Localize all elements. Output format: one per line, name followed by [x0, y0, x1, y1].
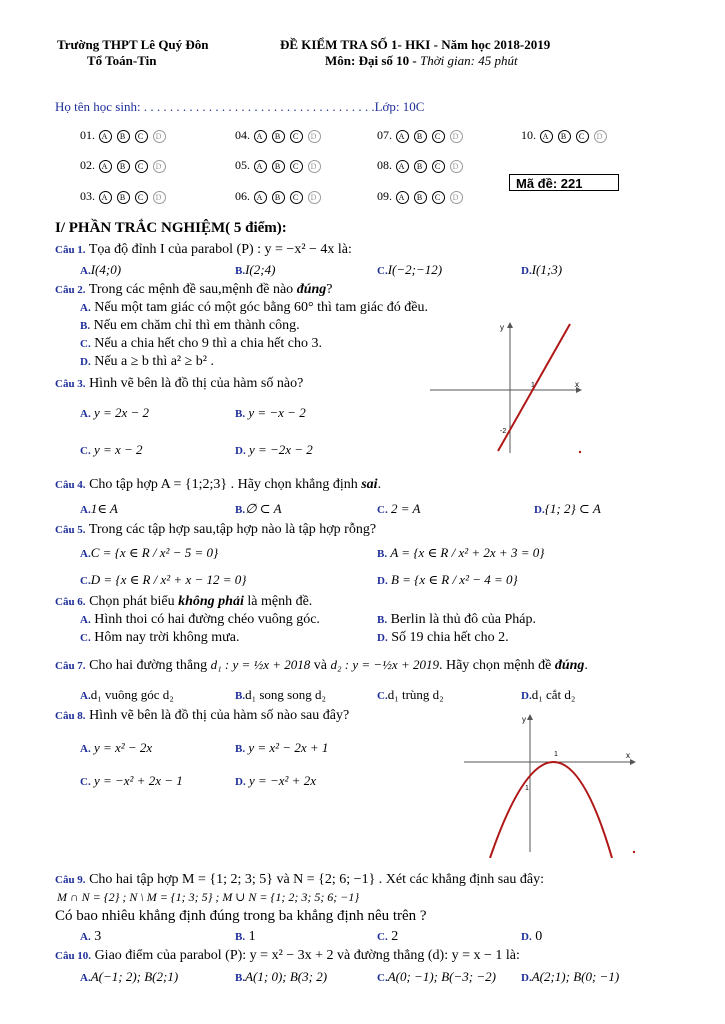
q6-option-d[interactable] [377, 630, 509, 646]
question-number: Câu 1. [55, 244, 86, 256]
option-label: A. [80, 614, 91, 626]
answer-number: 09. [377, 189, 392, 203]
option-text: y = x² − 2x + 1 [248, 740, 329, 755]
option-label: D. [521, 931, 532, 943]
answer-bubble-c[interactable]: C [432, 160, 445, 173]
q7-option-d[interactable] [521, 687, 575, 703]
question-text-end: . [584, 658, 588, 673]
q4-option-c[interactable] [377, 501, 420, 517]
answer-bubble-c[interactable]: C [135, 191, 148, 204]
option-text: I(1;3) [531, 262, 563, 277]
answer-bubble-c[interactable]: C [432, 191, 445, 204]
option-label: B. [377, 548, 388, 560]
answer-bubble-d[interactable]: D [450, 160, 463, 173]
q9-option-a[interactable] [80, 929, 101, 945]
option-text: y = −x² + 2x [248, 773, 316, 788]
line-d1: d₁ : y = ½x + 2018 [210, 657, 311, 672]
option-text: d₁ vuông góc d₂ [90, 687, 174, 702]
question-text-end: là mệnh đề. [243, 594, 313, 609]
q5-option-d[interactable] [377, 572, 518, 588]
answer-cell [521, 128, 612, 143]
option-label: C. [377, 972, 388, 984]
q7-option-b[interactable] [235, 687, 326, 703]
answer-number: 03. [80, 189, 95, 203]
question-text: Trong các mệnh đề sau,mệnh đề nào [88, 282, 297, 297]
exam-title: ĐỀ KIỂM TRA SỐ 1- HKI - Năm học 2018-2019 [280, 37, 551, 52]
subject: Môn: Đại số 10 - [325, 53, 417, 68]
q5-option-b[interactable] [377, 545, 544, 561]
question-7 [55, 657, 588, 674]
q10-option-a[interactable] [80, 969, 178, 985]
question-number: Câu 9. [55, 874, 86, 886]
option-label: C. [80, 575, 91, 587]
answer-cell [377, 189, 468, 204]
question-number: Câu 6. [55, 596, 86, 608]
question-text: Giao điểm của parabol (P): y = x² − 3x + 2 và đường thẳng (d): y = x − 1 là: [94, 948, 520, 963]
option-text: A(1; 0); B(3; 2) [245, 969, 328, 984]
option-text: B = {x ∈ R / x² − 4 = 0} [390, 572, 518, 587]
answer-number: 07. [377, 128, 392, 142]
q8-parabola-graph [462, 710, 642, 858]
option-text: y = −2x − 2 [248, 442, 313, 457]
option-label: D. [521, 972, 532, 984]
y-label: y [500, 323, 504, 332]
question-emphasis: đúng [296, 282, 327, 297]
option-label: D. [521, 690, 532, 702]
answer-bubble-a[interactable]: A [540, 130, 553, 143]
option-text: D = {x ∈ R / x² + x − 12 = 0} [90, 572, 247, 587]
answer-bubble-b[interactable]: B [272, 160, 285, 173]
answer-bubble-a[interactable]: A [254, 160, 267, 173]
option-text: Số 19 chia hết cho 2. [391, 630, 509, 645]
school-name: Trường THPT Lê Quý Đôn [57, 37, 209, 52]
answer-bubble-b[interactable]: B [414, 160, 427, 173]
parabola-curve [490, 762, 612, 858]
corner-dot [633, 851, 635, 853]
answer-number: 08. [377, 158, 392, 172]
q10-option-d[interactable] [521, 969, 619, 985]
question-number: Câu 3. [55, 378, 86, 390]
answer-bubble-c[interactable]: C [290, 160, 303, 173]
option-label: A. [80, 690, 91, 702]
question-1 [55, 242, 352, 258]
answer-cell [235, 158, 326, 173]
option-text: Nếu a chia hết cho 9 thì a chia hết cho 3. [94, 336, 323, 351]
option-label: B. [235, 972, 246, 984]
conjunction: và [313, 658, 328, 673]
q10-option-b[interactable] [235, 969, 327, 985]
option-label: D. [235, 445, 246, 457]
answer-bubble-b[interactable]: B [272, 130, 285, 143]
answer-bubble-b[interactable]: B [558, 130, 571, 143]
question-text: Cho hai tập hợp M = {1; 2; 3; 5} và N = {2; 6; −1} . Xét các khẳng định sau đây: [89, 872, 545, 887]
exam-code-box: Mã đề: 221 [509, 174, 619, 191]
answer-bubble-b[interactable]: B [414, 130, 427, 143]
q2-option-b[interactable] [80, 318, 300, 334]
q9-option-b[interactable] [235, 929, 256, 945]
question-3 [55, 376, 303, 392]
option-text: C = {x ∈ R / x² − 5 = 0} [90, 545, 219, 560]
answer-cell [80, 128, 171, 143]
option-label: A. [80, 548, 91, 560]
option-label: C. [80, 445, 91, 457]
question-number: Câu 7. [55, 660, 86, 672]
student-info-line[interactable]: Họ tên học sinh: . . . . . . . . . . . . . . . . . . . . . . . . . . . . . . . . . . . .Lớp: 10C [55, 99, 425, 114]
x-axis-arrow [630, 759, 636, 765]
answer-number: 06. [235, 189, 250, 203]
tick-x-1: 1 [531, 382, 535, 389]
option-label: A. [80, 743, 91, 755]
option-label: B. [235, 408, 246, 420]
option-text: I(4;0) [90, 262, 122, 277]
option-text: A(2;1); B(0; −1) [531, 969, 620, 984]
option-text: 2 [391, 929, 399, 944]
answer-bubble-a[interactable]: A [99, 191, 112, 204]
option-text: d₁ song song d₂ [245, 687, 327, 702]
option-label: B. [235, 931, 246, 943]
option-label: C. [80, 338, 91, 350]
q6-option-b[interactable] [377, 612, 536, 628]
q9-ask: Có bao nhiêu khẳng định đúng trong ba khẳng định nêu trên ? [55, 908, 427, 924]
question-9 [55, 872, 544, 888]
answer-cell [80, 189, 171, 204]
option-text: 3 [94, 929, 102, 944]
question-number: Câu 8. [55, 710, 86, 722]
option-text: A(0; −1); B(−3; −2) [387, 969, 496, 984]
question-5 [55, 522, 376, 538]
section-title: I/ PHẦN TRẮC NGHIỆM( 5 điểm): [55, 220, 287, 236]
option-text: Nếu a ≥ b thì a² ≥ b² . [94, 354, 214, 369]
q3-option-b[interactable] [235, 405, 306, 421]
answer-number: 05. [235, 158, 250, 172]
option-text: ∅ ⊂ A [245, 501, 282, 516]
option-text: y = x² − 2x [93, 740, 153, 755]
question-text: Cho tập hợp A = {1;2;3} . Hãy chọn khẳng định [89, 477, 362, 492]
option-label: D. [377, 632, 388, 644]
answer-bubble-b[interactable]: B [117, 130, 130, 143]
q8-option-d[interactable] [235, 773, 316, 789]
option-text: A(−1; 2); B(2;1) [90, 969, 179, 984]
question-text: Hình vẽ bên là đồ thị của hàm số nào sau đây? [89, 708, 350, 723]
option-label: D. [521, 265, 532, 277]
option-label: C. [80, 632, 91, 644]
x-label: x [575, 380, 579, 389]
corner-dot [579, 451, 581, 453]
answer-cell [377, 158, 468, 173]
tick-vertex: 1 [554, 751, 558, 758]
answer-bubble-d[interactable]: D [308, 160, 321, 173]
q1-option-b[interactable] [235, 262, 275, 278]
q6-option-c[interactable] [80, 630, 239, 646]
option-text: 0 [535, 929, 543, 944]
answer-bubble-b[interactable]: B [272, 191, 285, 204]
q8-option-c[interactable] [80, 773, 183, 789]
option-label: A. [80, 302, 91, 314]
option-text: y = 2x − 2 [93, 405, 150, 420]
question-text: Chọn phát biểu [89, 594, 179, 609]
option-label: D. [377, 575, 388, 587]
q2-option-d[interactable] [80, 354, 214, 370]
answer-bubble-c[interactable]: C [290, 130, 303, 143]
option-label: B. [80, 320, 91, 332]
answer-bubble-d[interactable]: D [153, 191, 166, 204]
answer-bubble-a[interactable]: A [396, 160, 409, 173]
answer-bubble-c[interactable]: C [576, 130, 589, 143]
option-text: y = x − 2 [93, 442, 143, 457]
answer-bubble-a[interactable]: A [396, 191, 409, 204]
q8-option-a[interactable] [80, 740, 152, 756]
option-text: A = {x ∈ R / x² + 2x + 3 = 0} [390, 545, 545, 560]
answer-bubble-b[interactable]: B [117, 191, 130, 204]
option-text: {1; 2} ⊂ A [544, 501, 601, 516]
answer-bubble-c[interactable]: C [135, 160, 148, 173]
q3-option-d[interactable] [235, 442, 313, 458]
answer-cell [80, 158, 171, 173]
q1-option-d[interactable] [521, 262, 562, 278]
option-text: 1 [248, 929, 256, 944]
q9-statements: M ∩ N = {2} ; N \ M = {1; 3; 5} ; M ∪ N = {1; 2; 3; 5; 6; −1} [57, 890, 360, 904]
question-text: Cho hai đường thẳng [89, 658, 208, 673]
question-text-mid: . Hãy chọn mệnh đề [438, 658, 552, 673]
answer-cell [377, 128, 468, 143]
answer-number: 01. [80, 128, 95, 142]
question-4 [55, 477, 381, 493]
answer-number: 10. [521, 128, 536, 142]
option-text: y = −x − 2 [248, 405, 306, 420]
question-text: Tọa độ đỉnh I của parabol (P) : y = −x² − 4x là: [88, 242, 352, 257]
question-text-end: ? [326, 282, 333, 297]
q5-option-c[interactable] [80, 572, 246, 588]
tick-y: 1 [525, 785, 529, 792]
question-number: Câu 4. [55, 479, 86, 491]
option-label: C. [377, 931, 388, 943]
answer-cell [235, 128, 326, 143]
option-label: D. [80, 356, 91, 368]
answer-bubble-d[interactable]: D [308, 191, 321, 204]
answer-cell [235, 189, 326, 204]
answer-bubble-c[interactable]: C [290, 191, 303, 204]
q2-option-a[interactable] [80, 300, 428, 316]
q3-line-graph [430, 318, 590, 458]
answer-number: 02. [80, 158, 95, 172]
option-text: Nếu em chăm chỉ thì em thành công. [93, 318, 300, 333]
x-label: x [626, 751, 630, 760]
answer-number: 04. [235, 128, 250, 142]
question-number: Câu 2. [55, 284, 86, 296]
q3-option-a[interactable] [80, 405, 149, 421]
answer-bubble-d[interactable]: D [153, 160, 166, 173]
option-text: d₁ trùng d₂ [387, 687, 444, 702]
q7-option-c[interactable] [377, 687, 444, 703]
option-text: 2 = A [390, 501, 421, 516]
tick-y-minus2: -2 [500, 428, 507, 435]
answer-bubble-a[interactable]: A [99, 160, 112, 173]
option-text: y = −x² + 2x − 1 [93, 773, 183, 788]
question-text: Hình vẽ bên là đồ thị của hàm số nào? [89, 376, 304, 391]
option-label: D. [235, 776, 246, 788]
q2-option-c[interactable] [80, 336, 322, 352]
answer-bubble-d[interactable]: D [308, 130, 321, 143]
subject-line [325, 53, 518, 69]
q9-option-c[interactable] [377, 929, 398, 945]
q5-option-a[interactable] [80, 545, 218, 561]
option-text: Nếu một tam giác có một góc bằng 60° thì tam giác đó đều. [94, 300, 428, 315]
q3-option-c[interactable] [80, 442, 143, 458]
answer-bubble-a[interactable]: A [254, 130, 267, 143]
answer-bubble-c[interactable]: C [135, 130, 148, 143]
answer-bubble-d[interactable]: D [153, 130, 166, 143]
option-label: C. [377, 504, 388, 516]
option-label: B. [235, 265, 246, 277]
question-number: Câu 5. [55, 524, 86, 536]
answer-bubble-a[interactable]: A [396, 130, 409, 143]
option-label: A. [80, 408, 91, 420]
q4-option-b[interactable] [235, 501, 282, 517]
question-text: Trong các tập hợp sau,tập hợp nào là tập hợp rỗng? [88, 522, 377, 537]
q10-option-c[interactable] [377, 969, 496, 985]
option-label: A. [80, 265, 91, 277]
option-label: B. [235, 743, 246, 755]
q6-option-a[interactable] [80, 612, 320, 628]
question-emphasis: không phải [178, 594, 244, 609]
q8-option-b[interactable] [235, 740, 328, 756]
option-text: d₁ cắt d₂ [531, 687, 576, 702]
option-text: Berlin là thủ đô của Pháp. [390, 612, 537, 627]
option-label: B. [235, 690, 246, 702]
option-label: A. [80, 504, 91, 516]
answer-bubble-c[interactable]: C [432, 130, 445, 143]
q4-option-a[interactable] [80, 501, 118, 517]
time-limit: Thời gian: 45 phút [419, 53, 518, 68]
answer-bubble-a[interactable]: A [254, 191, 267, 204]
option-label: A. [80, 931, 91, 943]
option-label: A. [80, 972, 91, 984]
option-text: Hình thoi có hai đường chéo vuông góc. [94, 612, 320, 627]
question-10 [55, 948, 520, 964]
answer-bubble-d[interactable]: D [594, 130, 607, 143]
option-text: I(−2;−12) [387, 262, 443, 277]
y-axis-arrow [527, 714, 533, 720]
option-label: B. [235, 504, 246, 516]
question-number: Câu 10. [55, 950, 92, 962]
function-line [498, 324, 570, 451]
answer-bubble-d[interactable]: D [450, 130, 463, 143]
question-2 [55, 282, 332, 298]
option-label: C. [80, 776, 91, 788]
q4-option-d[interactable] [534, 501, 601, 517]
answer-bubble-d[interactable]: D [450, 191, 463, 204]
question-emphasis: đúng [554, 658, 585, 673]
option-label: D. [534, 504, 545, 516]
question-8 [55, 708, 349, 724]
line-d2: d₂ : y = −½x + 2019 [330, 657, 439, 672]
option-label: C. [377, 265, 388, 277]
question-emphasis: sai [361, 477, 378, 492]
option-text: I(2;4) [245, 262, 276, 277]
question-text-end: . [377, 477, 382, 492]
option-label: B. [377, 614, 388, 626]
q1-option-c[interactable] [377, 262, 442, 278]
y-label: y [522, 715, 526, 724]
option-label: C. [377, 690, 388, 702]
question-6 [55, 594, 312, 610]
option-text: Hôm nay trời không mưa. [94, 630, 240, 645]
q9-option-d[interactable] [521, 929, 542, 945]
department: Tổ Toán-Tin [87, 53, 157, 68]
answer-bubble-b[interactable]: B [414, 191, 427, 204]
answer-bubble-a[interactable]: A [99, 130, 112, 143]
answer-bubble-b[interactable]: B [117, 160, 130, 173]
option-text: 1∈ A [90, 501, 118, 516]
y-axis-arrow [507, 322, 513, 328]
q7-option-a[interactable] [80, 687, 174, 703]
q1-option-a[interactable] [80, 262, 121, 278]
